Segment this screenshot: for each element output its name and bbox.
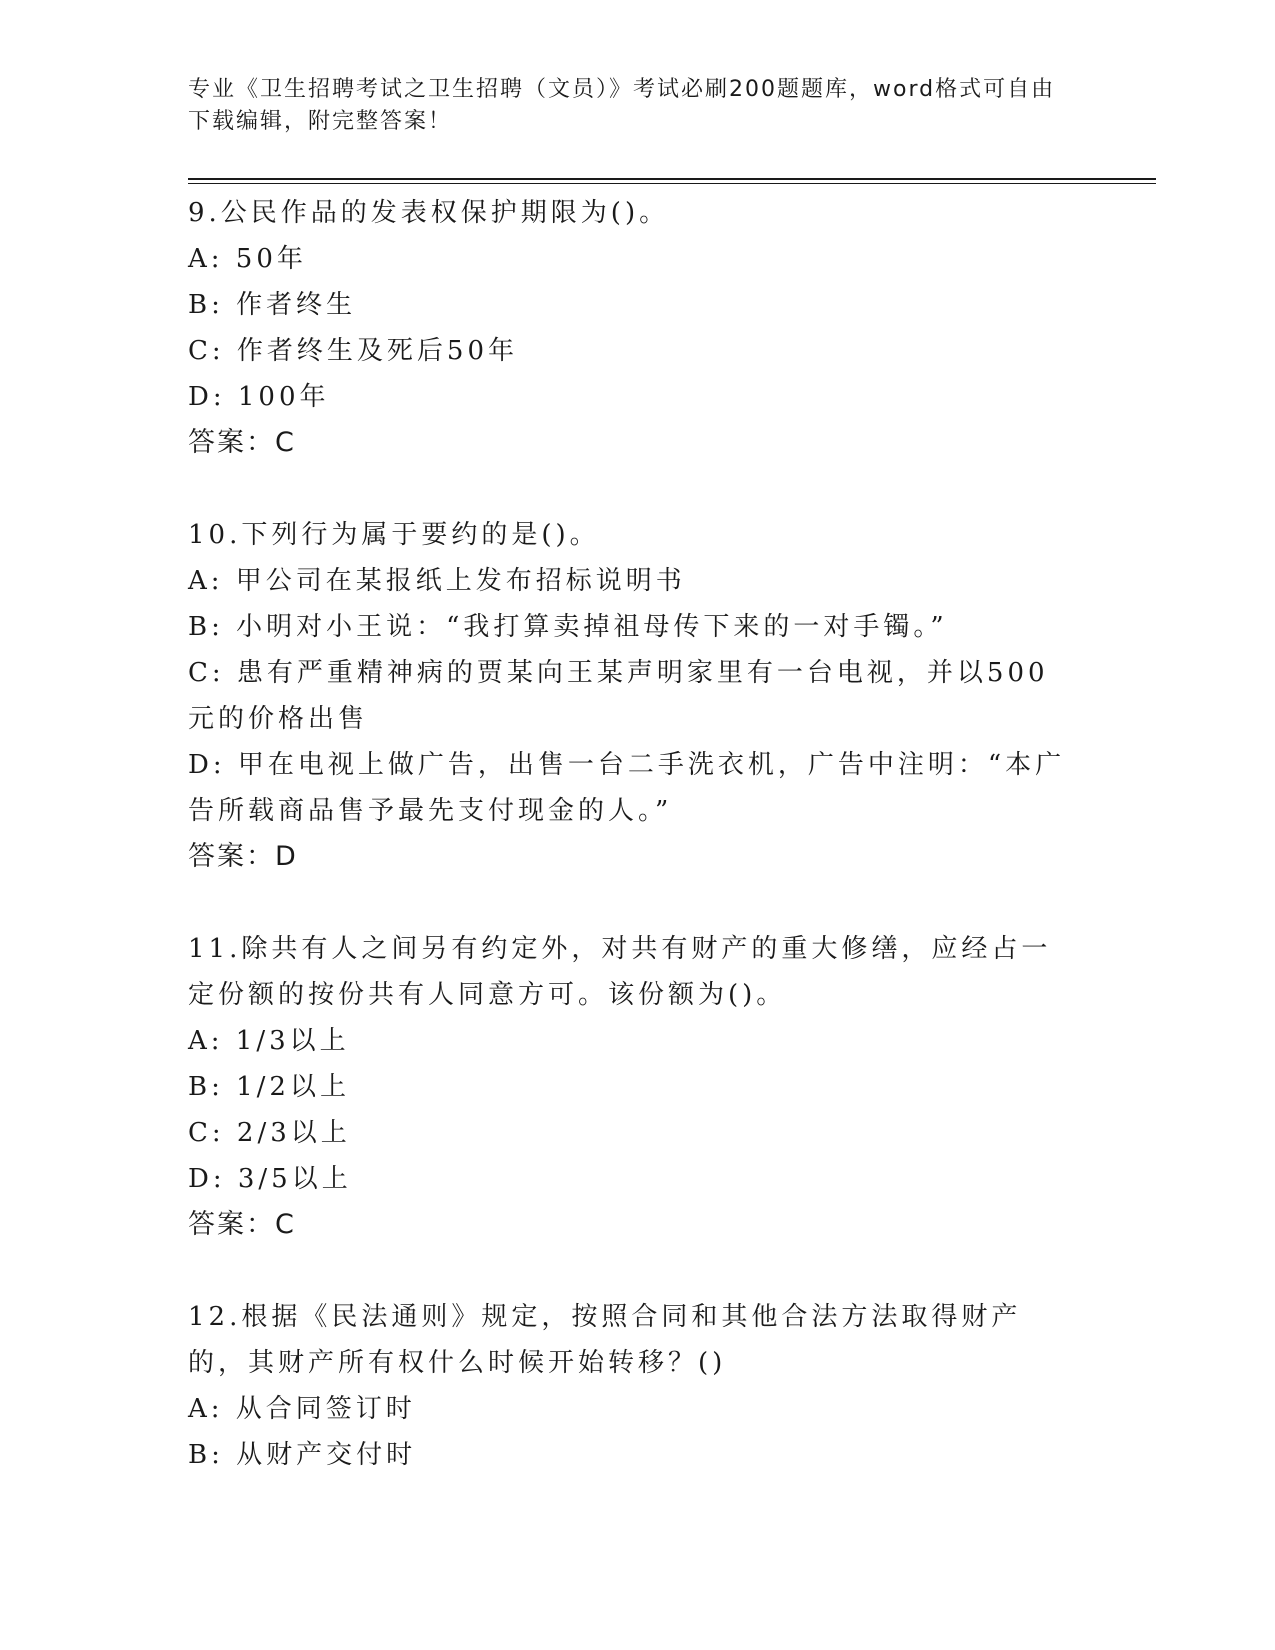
answer-label: 答案：D	[188, 841, 298, 872]
option-a: A: 50年	[188, 244, 307, 274]
header-divider-thin	[188, 183, 1156, 184]
answer-label: 答案：C	[188, 1209, 296, 1240]
question-10	[188, 512, 1078, 880]
question-stem: 12.根据《民法通则》规定，按照合同和其他合法方法取得财产的，其财产所有权什么时候开始转移？()	[188, 1302, 1022, 1378]
option-b: B: 作者终生	[188, 290, 357, 320]
option-b: B: 从财产交付时	[188, 1440, 417, 1470]
option-d: D: 100年	[188, 382, 330, 412]
document-header: 专业《卫生招聘考试之卫生招聘（文员）》考试必刷200题题库，word格式可自由下载编辑，附完整答案！	[188, 77, 1056, 134]
option-a: A: 从合同签订时	[188, 1394, 416, 1424]
option-c: C: 作者终生及死后50年	[188, 336, 519, 366]
option-c: C: 患有严重精神病的贾某向王某声明家里有一台电视，并以500元的价格出售	[188, 658, 1049, 734]
question-12	[188, 1294, 1078, 1478]
question-stem: 9.公民作品的发表权保护期限为()。	[188, 198, 670, 228]
question-list	[188, 190, 1078, 1524]
question-11	[188, 926, 1078, 1248]
question-stem: 11.除共有人之间另有约定外，对共有财产的重大修缮，应经占一定份额的按份共有人同意方可。该份额为()。	[188, 934, 1052, 1010]
option-d: D: 甲在电视上做广告，出售一台二手洗衣机，广告中注明：“本广告所载商品售予最先支付现金的人。”	[188, 750, 1066, 826]
question-stem: 10.下列行为属于要约的是()。	[188, 520, 600, 550]
option-a: A: 1/3以上	[188, 1026, 350, 1056]
question-9	[188, 190, 1078, 466]
option-b: B: 小明对小王说：“我打算卖掉祖母传下来的一对手镯。”	[188, 612, 948, 642]
option-d: D: 3/5以上	[188, 1164, 352, 1194]
answer-label: 答案：C	[188, 427, 296, 458]
option-a: A: 甲公司在某报纸上发布招标说明书	[188, 566, 686, 596]
option-c: C: 2/3以上	[188, 1118, 351, 1148]
header-divider-thick	[188, 178, 1156, 180]
option-b: B: 1/2以上	[188, 1072, 350, 1102]
